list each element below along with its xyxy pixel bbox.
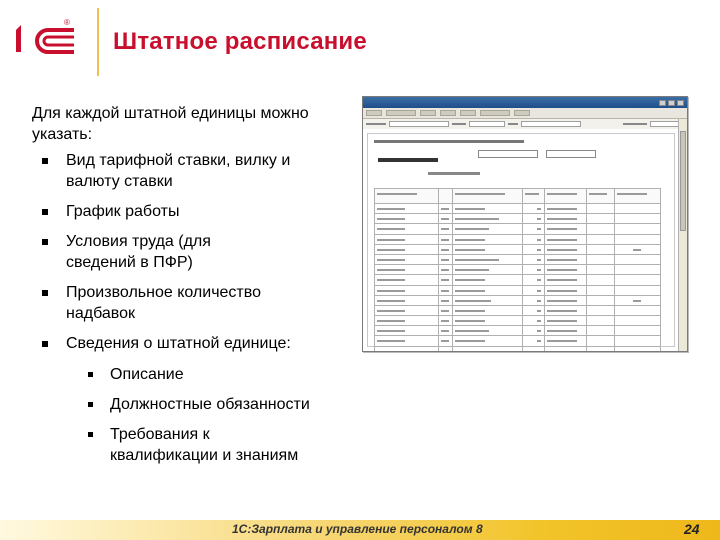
vertical-scrollbar[interactable] (678, 119, 687, 351)
scrollbar-thumb[interactable] (680, 131, 686, 231)
sub-list-item (88, 424, 342, 466)
registered-mark: ® (64, 18, 70, 27)
window-titlebar (363, 97, 687, 108)
maximize-icon (668, 100, 675, 106)
list-item-text: Произвольное количество надбавок (66, 284, 261, 322)
filter-row (363, 119, 687, 129)
list-item-text: График работы (66, 203, 180, 220)
list-item (42, 282, 342, 324)
list-item-text: Сведения о штатной единице: (66, 335, 291, 352)
bullet-square-icon (88, 432, 93, 437)
page-title: Штатное расписание (113, 28, 367, 55)
list-item (42, 333, 342, 466)
page-number: 24 (684, 521, 700, 537)
bullet-square-icon (42, 209, 48, 215)
list-item (42, 201, 342, 222)
sub-list-item-text: Должностные обязанности (110, 396, 310, 413)
list-item-text: Вид тарифной ставки, вилку и валюту ставки (66, 152, 291, 190)
bullet-square-icon (88, 372, 93, 377)
header-divider (97, 8, 99, 76)
minimize-icon (659, 100, 666, 106)
sub-list-item (88, 364, 342, 385)
window-toolbar (363, 108, 687, 119)
list-item-text: Условия труда (для сведений в ПФР) (66, 233, 211, 271)
bullet-square-icon (42, 341, 48, 347)
sub-list-item-text: Описание (110, 366, 184, 383)
close-icon (677, 100, 684, 106)
list-item (42, 150, 342, 192)
list-item (42, 231, 342, 273)
footer-text: 1С:Зарплата и управление персоналом 8 (232, 522, 483, 536)
bullet-square-icon (88, 402, 93, 407)
bullet-square-icon (42, 158, 48, 164)
document-preview (367, 133, 675, 347)
sub-list-item (88, 394, 342, 415)
intro-text: Для каждой штатной единицы можно указать: (32, 105, 309, 143)
1c-logo (14, 22, 84, 54)
feature-list (42, 150, 342, 475)
sub-list-item-text: Требования к квалификации и знаниям (110, 426, 299, 464)
staffing-table-screenshot (362, 96, 688, 352)
bullet-square-icon (42, 290, 48, 296)
bullet-square-icon (42, 239, 48, 245)
staffing-grid (374, 188, 661, 352)
sub-list (88, 364, 342, 466)
